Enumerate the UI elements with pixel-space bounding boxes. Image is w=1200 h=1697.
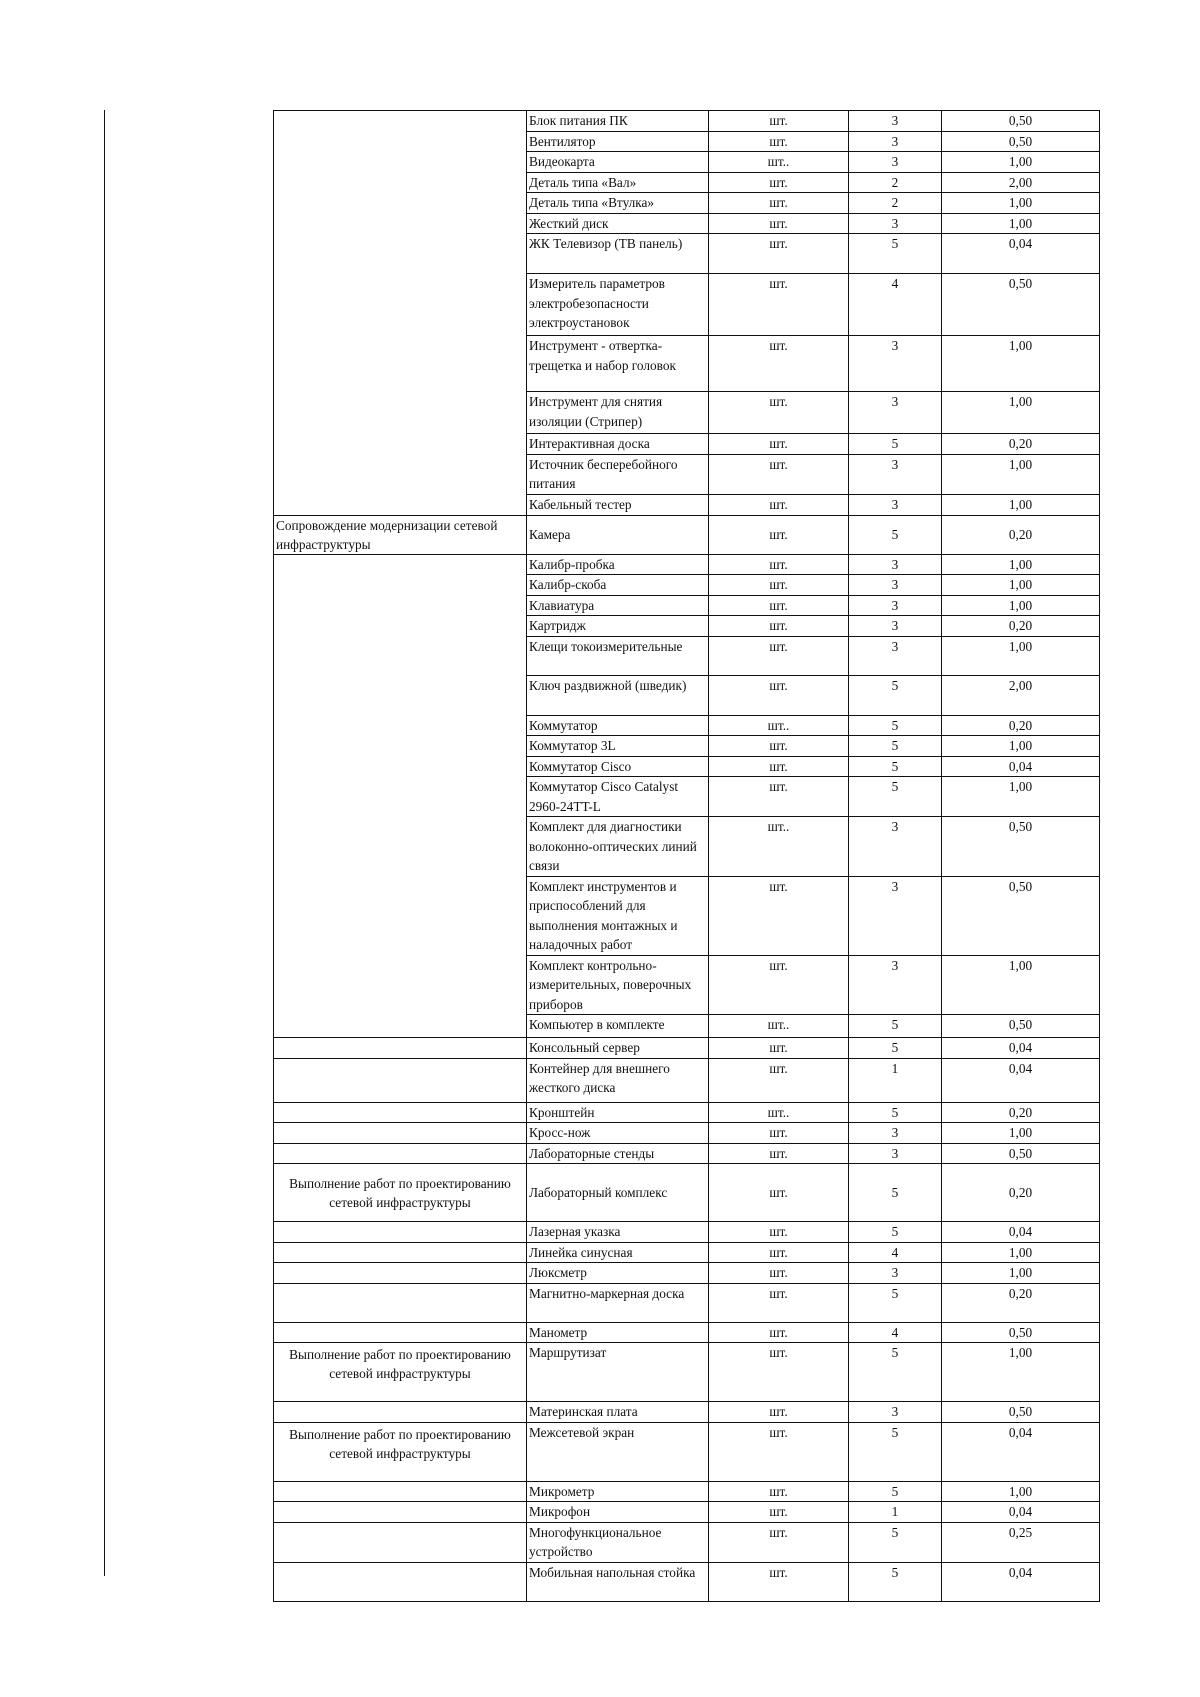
section-cell [274, 1502, 527, 1523]
item-qty: 3 [849, 1143, 942, 1164]
item-unit: шт. [709, 392, 849, 434]
item-name: Микрофон [527, 1502, 709, 1523]
item-name: Коммутатор 3L [527, 736, 709, 757]
item-unit: шт. [709, 1343, 849, 1402]
table-row [274, 1242, 1100, 1263]
item-qty: 5 [849, 1038, 942, 1059]
item-unit: шт. [709, 1481, 849, 1502]
table-row [274, 515, 1100, 554]
item-name: Кабельный тестер [527, 494, 709, 515]
item-qty: 5 [849, 1102, 942, 1123]
item-name: Калибр-пробка [527, 554, 709, 575]
table-row [274, 1038, 1100, 1059]
item-qty: 5 [849, 736, 942, 757]
item-name: Мобильная напольная стойка [527, 1562, 709, 1601]
section-cell [274, 1058, 527, 1102]
item-name: Комплект контрольно-измерительных, поверочных приборов [527, 955, 709, 1015]
item-name: Лабораторные стенды [527, 1143, 709, 1164]
item-coef: 0,50 [942, 1015, 1100, 1038]
item-qty: 3 [849, 636, 942, 675]
item-unit: шт. [709, 1322, 849, 1343]
item-unit: шт. [709, 1058, 849, 1102]
item-coef: 0,20 [942, 515, 1100, 554]
item-unit: шт. [709, 111, 849, 132]
item-qty: 3 [849, 152, 942, 173]
item-qty: 5 [849, 1283, 942, 1322]
item-name: Ключ раздвижной (шведик) [527, 675, 709, 715]
item-unit: шт. [709, 1164, 849, 1222]
item-qty: 3 [849, 1263, 942, 1284]
item-unit: шт.. [709, 1102, 849, 1123]
item-coef: 0,20 [942, 1283, 1100, 1322]
table-row [274, 1562, 1100, 1601]
item-unit: шт. [709, 1522, 849, 1562]
item-coef: 1,00 [942, 494, 1100, 515]
item-coef: 0,50 [942, 1143, 1100, 1164]
section-cell [274, 1562, 527, 1601]
item-unit: шт. [709, 515, 849, 554]
item-coef: 0,04 [942, 1222, 1100, 1243]
item-name: Жесткий диск [527, 213, 709, 234]
item-name: Многофункциональное устройство [527, 1522, 709, 1562]
item-qty: 3 [849, 454, 942, 494]
item-name: Манометр [527, 1322, 709, 1343]
item-name: Магнитно-маркерная доска [527, 1283, 709, 1322]
item-name: Лабораторный комплекс [527, 1164, 709, 1222]
item-qty: 5 [849, 756, 942, 777]
table-row [274, 1283, 1100, 1322]
item-name: Лазерная указка [527, 1222, 709, 1243]
item-coef: 1,00 [942, 736, 1100, 757]
item-unit: шт. [709, 172, 849, 193]
item-name: Коммутатор Cisco [527, 756, 709, 777]
item-qty: 5 [849, 434, 942, 455]
item-coef: 2,00 [942, 172, 1100, 193]
item-coef: 0,50 [942, 111, 1100, 132]
item-coef: 0,20 [942, 715, 1100, 736]
item-qty: 3 [849, 392, 942, 434]
item-unit: шт. [709, 234, 849, 274]
item-name: Источник бесперебойного питания [527, 454, 709, 494]
item-qty: 3 [849, 575, 942, 596]
item-name: Вентилятор [527, 131, 709, 152]
item-qty: 5 [849, 234, 942, 274]
section-cell [274, 111, 527, 516]
item-coef: 1,00 [942, 955, 1100, 1015]
item-qty: 5 [849, 675, 942, 715]
item-coef: 0,25 [942, 1522, 1100, 1562]
item-qty: 4 [849, 1322, 942, 1343]
section-cell [274, 1402, 527, 1423]
item-unit: шт. [709, 1222, 849, 1243]
item-qty: 5 [849, 1343, 942, 1402]
table-row [274, 1343, 1100, 1402]
item-qty: 4 [849, 1242, 942, 1263]
item-coef: 0,04 [942, 756, 1100, 777]
item-unit: шт. [709, 675, 849, 715]
item-name: Комплект для диагностики волоконно-оптических линий связи [527, 817, 709, 877]
item-unit: шт. [709, 336, 849, 392]
item-name: Коммутатор [527, 715, 709, 736]
item-unit: шт. [709, 1123, 849, 1144]
section-cell [274, 1283, 527, 1322]
item-coef: 1,00 [942, 392, 1100, 434]
item-name: Видеокарта [527, 152, 709, 173]
section-title: Выполнение работ по проектированию сетевой инфраструктуры [274, 1422, 527, 1481]
table-row [274, 1481, 1100, 1502]
item-name: Линейка синусная [527, 1242, 709, 1263]
item-name: Комплект инструментов и приспособлений для выполнения монтажных и наладочных работ [527, 876, 709, 955]
item-qty: 5 [849, 1522, 942, 1562]
item-coef: 0,20 [942, 1164, 1100, 1222]
item-qty: 3 [849, 336, 942, 392]
item-unit: шт. [709, 554, 849, 575]
item-qty: 5 [849, 1422, 942, 1481]
item-qty: 3 [849, 131, 942, 152]
item-coef: 1,00 [942, 152, 1100, 173]
item-name: Кросс-нож [527, 1123, 709, 1144]
section-cell [274, 1263, 527, 1284]
item-qty: 5 [849, 1481, 942, 1502]
item-name: Клещи токоизмерительные [527, 636, 709, 675]
item-name: Измеритель параметров электробезопасности электроустановок [527, 274, 709, 336]
item-unit: шт. [709, 1038, 849, 1059]
item-qty: 4 [849, 274, 942, 336]
item-unit: шт. [709, 193, 849, 214]
item-qty: 5 [849, 777, 942, 817]
item-unit: шт. [709, 1242, 849, 1263]
item-qty: 1 [849, 1502, 942, 1523]
item-coef: 0,50 [942, 1402, 1100, 1423]
table-row [274, 1422, 1100, 1481]
table-row [274, 1164, 1100, 1222]
section-cell [274, 1322, 527, 1343]
item-unit: шт. [709, 1263, 849, 1284]
item-coef: 0,50 [942, 817, 1100, 877]
item-name: Инструмент для снятия изоляции (Стрипер) [527, 392, 709, 434]
item-name: ЖК Телевизор (ТВ панель) [527, 234, 709, 274]
table-row [274, 1322, 1100, 1343]
item-name: Деталь типа «Вал» [527, 172, 709, 193]
item-unit: шт. [709, 636, 849, 675]
item-qty: 3 [849, 876, 942, 955]
item-qty: 3 [849, 595, 942, 616]
table-row [274, 1058, 1100, 1102]
section-title: Выполнение работ по проектированию сетевой инфраструктуры [274, 1343, 527, 1402]
item-unit: шт.. [709, 817, 849, 877]
item-name: Клавиатура [527, 595, 709, 616]
table-row [274, 1222, 1100, 1243]
item-unit: шт. [709, 1143, 849, 1164]
section-cell [274, 1143, 527, 1164]
section-cell [274, 1481, 527, 1502]
item-coef: 1,00 [942, 1263, 1100, 1284]
item-name: Маршрутизат [527, 1343, 709, 1402]
left-margin-line [104, 110, 105, 1576]
section-cell [274, 1242, 527, 1263]
item-qty: 5 [849, 1562, 942, 1601]
item-coef: 1,00 [942, 595, 1100, 616]
item-name: Люксметр [527, 1263, 709, 1284]
item-unit: шт. [709, 1502, 849, 1523]
table-row [274, 1143, 1100, 1164]
item-name: Коммутатор Cisco Catalyst 2960-24TT-L [527, 777, 709, 817]
item-name: Консольный сервер [527, 1038, 709, 1059]
item-qty: 3 [849, 616, 942, 637]
item-qty: 2 [849, 172, 942, 193]
item-coef: 0,50 [942, 876, 1100, 955]
item-qty: 3 [849, 817, 942, 877]
item-qty: 3 [849, 554, 942, 575]
item-unit: шт. [709, 777, 849, 817]
item-coef: 0,50 [942, 1322, 1100, 1343]
item-coef: 1,00 [942, 1123, 1100, 1144]
item-coef: 1,00 [942, 1343, 1100, 1402]
item-coef: 1,00 [942, 213, 1100, 234]
item-unit: шт. [709, 434, 849, 455]
item-coef: 1,00 [942, 636, 1100, 675]
item-coef: 0,50 [942, 131, 1100, 152]
equipment-table [273, 110, 1100, 1602]
item-name: Калибр-скоба [527, 575, 709, 596]
item-unit: шт. [709, 595, 849, 616]
item-name: Интерактивная доска [527, 434, 709, 455]
item-coef: 1,00 [942, 777, 1100, 817]
item-coef: 0,04 [942, 1562, 1100, 1601]
item-coef: 0,04 [942, 1038, 1100, 1059]
table-row [274, 1263, 1100, 1284]
section-title: Выполнение работ по проектированию сетевой инфраструктуры [274, 1164, 527, 1222]
item-qty: 1 [849, 1058, 942, 1102]
item-unit: шт. [709, 213, 849, 234]
table-row [274, 554, 1100, 575]
item-unit: шт.. [709, 715, 849, 736]
section-title: Сопровождение модернизации сетевой инфраструктуры [274, 515, 527, 554]
item-coef: 0,20 [942, 616, 1100, 637]
item-name: Деталь типа «Втулка» [527, 193, 709, 214]
item-unit: шт. [709, 955, 849, 1015]
section-cell [274, 1038, 527, 1059]
item-coef: 0,04 [942, 234, 1100, 274]
item-name: Картридж [527, 616, 709, 637]
section-cell [274, 1522, 527, 1562]
item-name: Камера [527, 515, 709, 554]
item-qty: 2 [849, 193, 942, 214]
item-name: Микрометр [527, 1481, 709, 1502]
item-qty: 3 [849, 213, 942, 234]
item-unit: шт. [709, 736, 849, 757]
item-unit: шт. [709, 1562, 849, 1601]
item-qty: 3 [849, 494, 942, 515]
item-coef: 0,50 [942, 274, 1100, 336]
item-coef: 1,00 [942, 336, 1100, 392]
item-unit: шт. [709, 876, 849, 955]
item-qty: 5 [849, 1222, 942, 1243]
table-row [274, 1502, 1100, 1523]
table-row [274, 1123, 1100, 1144]
table-row [274, 1522, 1100, 1562]
item-coef: 0,20 [942, 434, 1100, 455]
item-qty: 3 [849, 111, 942, 132]
item-name: Компьютер в комплекте [527, 1015, 709, 1038]
item-name: Инструмент - отвертка-трещетка и набор головок [527, 336, 709, 392]
item-qty: 5 [849, 715, 942, 736]
table-row [274, 1402, 1100, 1423]
item-unit: шт. [709, 131, 849, 152]
item-coef: 0,20 [942, 1102, 1100, 1123]
item-unit: шт. [709, 1422, 849, 1481]
item-name: Кронштейн [527, 1102, 709, 1123]
item-name: Материнская плата [527, 1402, 709, 1423]
item-coef: 1,00 [942, 1242, 1100, 1263]
item-qty: 5 [849, 515, 942, 554]
item-coef: 1,00 [942, 1481, 1100, 1502]
item-coef: 1,00 [942, 554, 1100, 575]
item-qty: 3 [849, 955, 942, 1015]
item-coef: 1,00 [942, 193, 1100, 214]
section-cell [274, 1123, 527, 1144]
item-coef: 1,00 [942, 575, 1100, 596]
item-unit: шт. [709, 494, 849, 515]
item-coef: 2,00 [942, 675, 1100, 715]
item-coef: 0,04 [942, 1058, 1100, 1102]
item-coef: 0,04 [942, 1422, 1100, 1481]
table-row [274, 111, 1100, 132]
item-unit: шт.. [709, 152, 849, 173]
item-name: Межсетевой экран [527, 1422, 709, 1481]
section-cell [274, 554, 527, 1038]
item-qty: 3 [849, 1402, 942, 1423]
item-qty: 3 [849, 1123, 942, 1144]
item-coef: 0,04 [942, 1502, 1100, 1523]
item-name: Блок питания ПК [527, 111, 709, 132]
item-unit: шт. [709, 1283, 849, 1322]
item-coef: 1,00 [942, 454, 1100, 494]
item-unit: шт. [709, 756, 849, 777]
item-qty: 5 [849, 1164, 942, 1222]
item-name: Контейнер для внешнего жесткого диска [527, 1058, 709, 1102]
section-cell [274, 1222, 527, 1243]
item-unit: шт. [709, 1402, 849, 1423]
item-unit: шт. [709, 454, 849, 494]
section-cell [274, 1102, 527, 1123]
item-unit: шт.. [709, 1015, 849, 1038]
table-row [274, 1102, 1100, 1123]
item-qty: 5 [849, 1015, 942, 1038]
item-unit: шт. [709, 575, 849, 596]
item-unit: шт. [709, 616, 849, 637]
item-unit: шт. [709, 274, 849, 336]
